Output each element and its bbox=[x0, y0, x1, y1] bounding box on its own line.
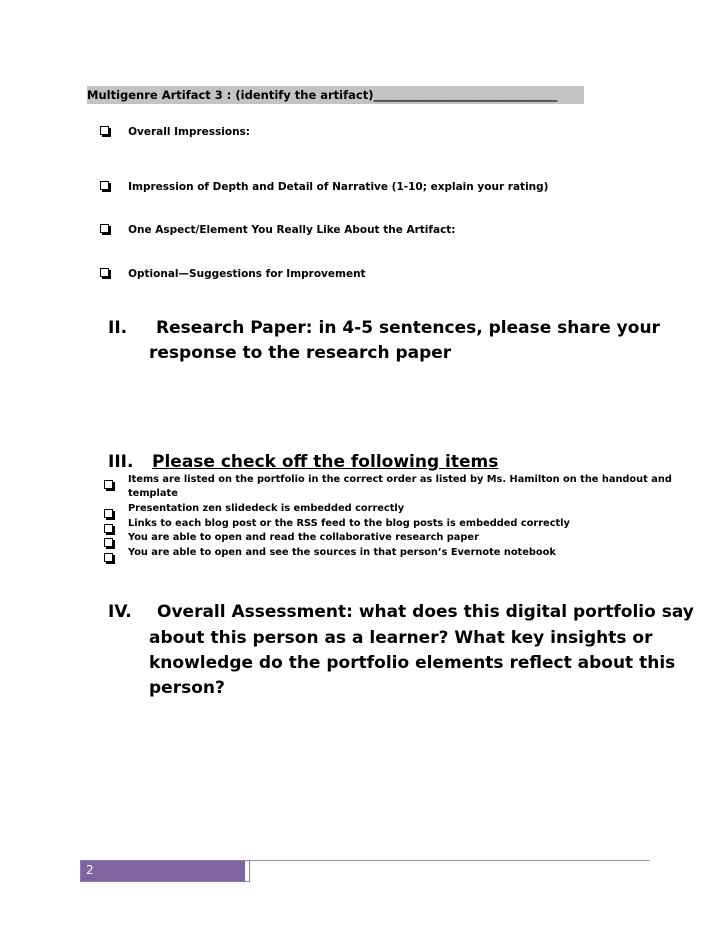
check-item-1-text: Items are listed on the portfolio in the correct order as listed by Ms. Hamilton on the handout and template bbox=[128, 474, 672, 499]
checkbox-icon[interactable] bbox=[100, 126, 109, 135]
check-item-5-text: You are able to open and see the sources in that person’s Evernote notebook bbox=[128, 547, 556, 558]
checkbox-icon[interactable] bbox=[104, 509, 113, 518]
section-iv-number: IV. bbox=[108, 602, 132, 622]
page-number: 2 bbox=[86, 863, 94, 877]
section-iv-line1: Overall Assessment: what does this digital portfolio say bbox=[157, 602, 694, 622]
checkbox-icon[interactable] bbox=[104, 538, 113, 547]
section-iii-title: Please check off the following items bbox=[152, 452, 499, 472]
section-ii-line1: Research Paper: in 4-5 sentences, please share your bbox=[156, 318, 660, 338]
section-iii-number: III. bbox=[108, 452, 134, 472]
artifact-item-4[interactable] bbox=[100, 262, 366, 281]
section-iv-line3: knowledge do the portfolio elements reflect about this bbox=[149, 653, 676, 673]
artifact-header: Multigenre Artifact 3 : (identify the artifact)________________________________ bbox=[87, 86, 584, 104]
checkbox-icon[interactable] bbox=[104, 553, 113, 562]
check-item-3-text: Links to each blog post or the RSS feed to the blog posts is embedded correctly bbox=[128, 518, 570, 529]
checkbox-icon[interactable] bbox=[100, 268, 109, 277]
check-item-2-text: Presentation zen slidedeck is embedded correctly bbox=[128, 503, 405, 514]
section-iv-line4: person? bbox=[149, 678, 225, 698]
check-item-4-text: You are able to open and read the collaborative research paper bbox=[128, 532, 479, 543]
check-item-5[interactable] bbox=[104, 547, 113, 566]
checkbox-icon[interactable] bbox=[100, 224, 109, 233]
item-label: Optional—Suggestions for Improvement bbox=[128, 268, 366, 280]
check-item-1[interactable] bbox=[104, 474, 113, 493]
footer-page-fill bbox=[81, 861, 245, 881]
artifact-item-3[interactable] bbox=[100, 218, 456, 237]
checkbox-icon[interactable] bbox=[100, 181, 109, 190]
artifact-item-1[interactable] bbox=[100, 120, 250, 139]
section-iv-line2: about this person as a learner? What key insights or bbox=[149, 628, 653, 648]
section-ii-number: II. bbox=[108, 318, 128, 338]
item-label: Impression of Depth and Detail of Narrative (1-10; explain your rating) bbox=[128, 181, 549, 193]
item-label: One Aspect/Element You Really Like About the Artifact: bbox=[128, 224, 456, 236]
item-label: Overall Impressions: bbox=[128, 126, 251, 138]
section-ii-line2: response to the research paper bbox=[149, 343, 452, 363]
checkbox-icon[interactable] bbox=[104, 480, 113, 489]
artifact-item-2[interactable] bbox=[100, 175, 548, 194]
